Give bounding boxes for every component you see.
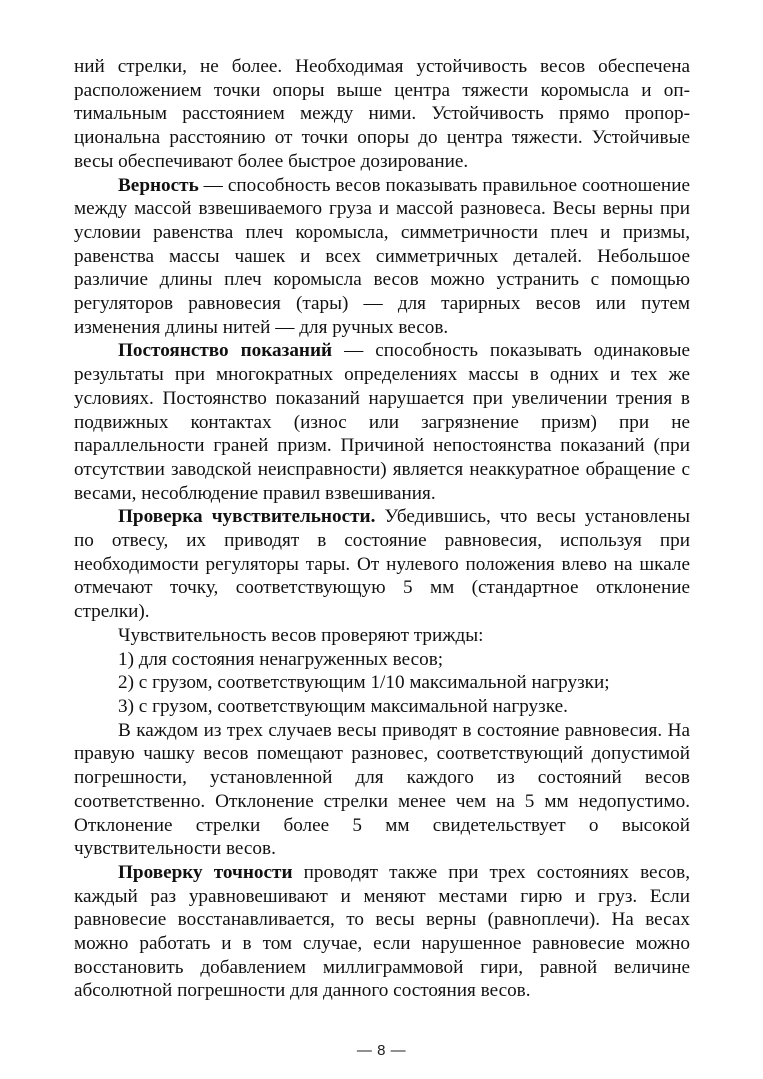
paragraph-sensitivity-check bbox=[74, 505, 690, 624]
paragraph-accuracy bbox=[74, 174, 690, 340]
paragraph-sensitivity-intro bbox=[74, 624, 690, 648]
list-item bbox=[74, 648, 690, 672]
paragraph-text: — способность весов показывать правильное соотношение между массой взвешиваемого груза и массой разновеса. Весы верны при условии равенства плеч коромысла, симметричности плеч и призмы, равенства массы чашек и всех симметричных деталей. Небольшое различие длины плеч коромысла весов можно устранить с помощью регуляторов равновесия (тары) — для тарирных весов или путем изменения длины нитей — для ручных весов. bbox=[74, 174, 690, 338]
paragraph-text: Чувствительность весов проверяют трижды: bbox=[118, 624, 484, 646]
list-item-text: 1) для состояния ненагруженных весов; bbox=[118, 648, 444, 670]
paragraph-consistency bbox=[74, 339, 690, 505]
body-text bbox=[74, 55, 690, 1003]
paragraph-text: проводят также при трех состояниях весов, каждый раз уравновешивают и меняют местами гирю и груз. Если равновесие восстанавливается, то весы верны (равноплечи). На весах можно работать и в том случае, если нарушенное равновесие можно восстановить добавлением миллиграммовой гири, равной величине абсолютной погрешности для данного состояния весов. bbox=[74, 861, 691, 1002]
list-item bbox=[74, 671, 690, 695]
term-accuracy: Верность bbox=[118, 174, 199, 196]
paragraph-precision-check bbox=[74, 861, 690, 1003]
paragraph-text: Убедившись, что весы установлены по отвесу, их приводят в состояние равновесия, используя при необходимости регуляторы тары. От нулевого положения влево на шкале отмечают точку, соответствующую 5 мм (стандартное отклонение стрелки). bbox=[74, 506, 690, 623]
term-precision-check: Проверку точности bbox=[118, 861, 293, 883]
list-item bbox=[74, 695, 690, 719]
paragraph-text: — способность показывать одинаковые результаты при многократных определениях массы в одних и тех же условиях. Постоянство показаний нарушается при увеличении трения в подвижных контактах (износ или загрязнение призм) при не параллельности граней призм. Причиной непостоянства показаний (при отсутствии заводской неисправности) является неаккуратное обращение с весами, несоблюдение правил взвешивания. bbox=[74, 340, 690, 504]
paragraph-text: В каждом из трех случаев весы приводят в состояние равновесия. На правую чашку весов помещают разновес, соответствующий допустимой погрешности, установленной для каждого из состояний весов соответственно. Отклонение стрелки менее чем на 5 мм недопустимо. Отклонение стрелки более 5 мм свидетельствует о высокой чувствительности весов. bbox=[74, 719, 690, 860]
term-consistency: Постоянство показаний bbox=[118, 340, 333, 362]
paragraph-sensitivity-procedure bbox=[74, 719, 690, 861]
paragraph-text: ний стрелки, не более. Необходимая устойчивость весов обеспечена расположением точки опоры выше центра тяжести коромысла и оптимальным расстоянием между ними. Устойчивость прямо пропорциональна расстоянию от точки опоры до центра тяжести. Устойчивые весы обеспечивают более быстрое дозирование. bbox=[74, 56, 690, 172]
list-item-text: 3) с грузом, соответствующим максимальной нагрузке. bbox=[118, 695, 568, 717]
page-number: — 8 — bbox=[356, 1042, 407, 1059]
paragraph-stability-continued bbox=[74, 55, 690, 174]
term-sensitivity-check: Проверка чувствительности. bbox=[118, 506, 376, 528]
list-item-text: 2) с грузом, соответствующим 1/10 максимальной нагрузки; bbox=[118, 672, 610, 694]
